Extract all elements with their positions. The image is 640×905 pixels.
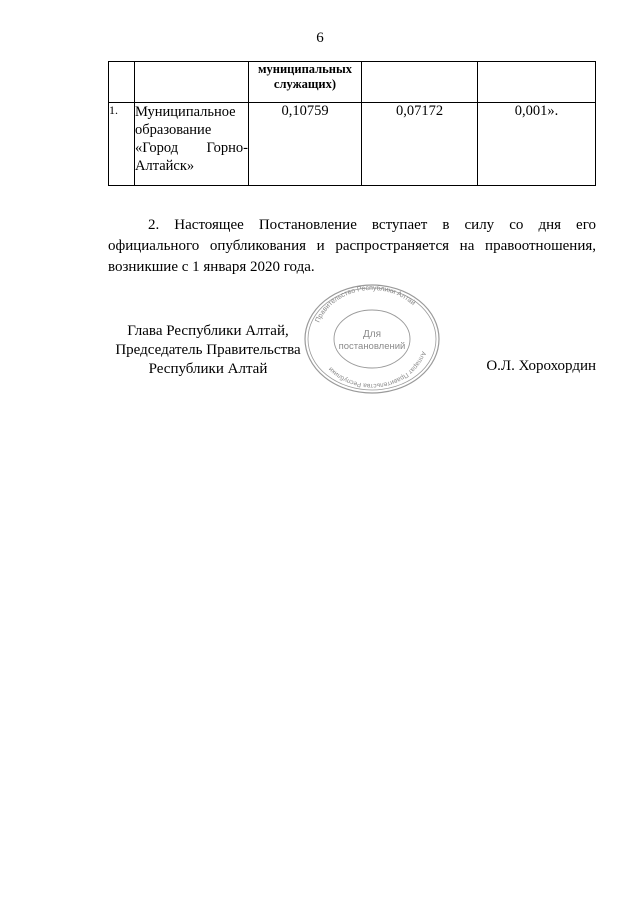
continuation-table xyxy=(108,61,596,186)
row-index: 1. xyxy=(109,103,135,186)
stamp-outer-text: Правительство Республики Алтай xyxy=(314,284,417,324)
municipality-name: Муниципальное образование «Город Горно-Алтайск» xyxy=(135,103,249,186)
signatory-name: О.Л. Хорохордин xyxy=(486,358,596,374)
value-cell: 0,07172 xyxy=(362,103,478,186)
table-row xyxy=(109,103,596,186)
table-header-cell: муниципальных служащих) xyxy=(249,62,362,103)
signature-title xyxy=(108,322,308,379)
paragraph-2: 2. Настоящее Постановление вступает в силу со дня его официального опубликования и распространяется на правоотношения, возникшие с 1 января 2020 года. xyxy=(108,217,596,275)
signature-title-line: Глава Республики Алтай, xyxy=(127,323,289,339)
table-header-row xyxy=(109,62,596,103)
value-cell: 0,10759 xyxy=(249,103,362,186)
stamp-inner-text: Аппарат Правительства Республики xyxy=(327,350,427,390)
signature-title-line: Председатель Правительства xyxy=(115,342,301,358)
signature-title-line: Республики Алтай xyxy=(148,361,268,377)
stamp-center-line: Для xyxy=(362,329,382,340)
svg-text:Аппарат Правительства Республи xyxy=(327,350,427,389)
page-number: 6 xyxy=(316,30,324,46)
stamp-center-line: постановлений xyxy=(338,341,406,352)
official-stamp xyxy=(302,283,442,395)
value-cell: 0,001». xyxy=(478,103,596,186)
